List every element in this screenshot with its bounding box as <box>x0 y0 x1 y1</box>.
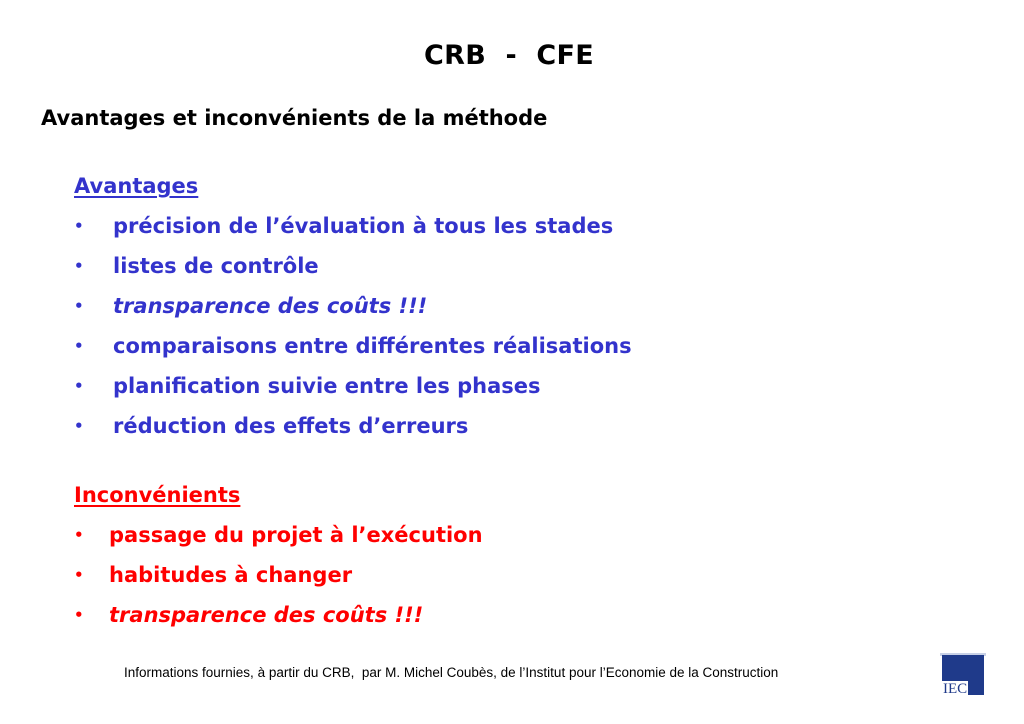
advantage-text: transparence des coûts !!! <box>113 294 428 318</box>
bullet-icon: • <box>74 337 84 355</box>
bullet-icon: • <box>74 297 84 315</box>
disadvantage-item <box>74 601 483 641</box>
bullet-icon: • <box>74 606 84 624</box>
bullet-icon: • <box>74 417 84 435</box>
bullet-icon: • <box>74 257 84 275</box>
disadvantage-item <box>74 561 483 601</box>
disadvantages-heading: Inconvénients <box>74 483 241 507</box>
advantage-item <box>74 412 632 452</box>
footer-credits: Informations fournies, à partir du CRB, par M. Michel Coubès, de l’Institut pour l’Economie de la Construction <box>124 665 779 680</box>
advantage-text: précision de l’évaluation à tous les stades <box>113 214 614 238</box>
disadvantage-item <box>74 521 483 561</box>
slide-subtitle: Avantages et inconvénients de la méthode <box>41 106 548 130</box>
disadvantages-section <box>74 481 483 629</box>
bullet-icon: • <box>74 217 84 235</box>
advantage-text: planification suivie entre les phases <box>113 374 541 398</box>
advantage-text: listes de contrôle <box>113 254 319 278</box>
advantage-text: comparaisons entre différentes réalisations <box>113 334 632 358</box>
advantages-section <box>74 172 632 440</box>
advantage-item <box>74 292 632 332</box>
bullet-icon: • <box>74 566 84 584</box>
advantage-item <box>74 212 632 252</box>
advantage-text: réduction des effets d’erreurs <box>113 414 469 438</box>
advantage-item <box>74 372 632 412</box>
page-title: CRB - CFE <box>424 40 594 71</box>
logo-text: IEC <box>943 681 968 697</box>
advantages-heading: Avantages <box>74 174 199 198</box>
disadvantage-text: transparence des coûts !!! <box>109 603 424 627</box>
bullet-icon: • <box>74 377 84 395</box>
iec-logo-icon <box>940 653 986 699</box>
bullet-icon: • <box>74 526 84 544</box>
disadvantage-text: passage du projet à l’exécution <box>109 523 483 547</box>
advantage-item <box>74 332 632 372</box>
disadvantage-text: habitudes à changer <box>109 563 353 587</box>
advantage-item <box>74 252 632 292</box>
